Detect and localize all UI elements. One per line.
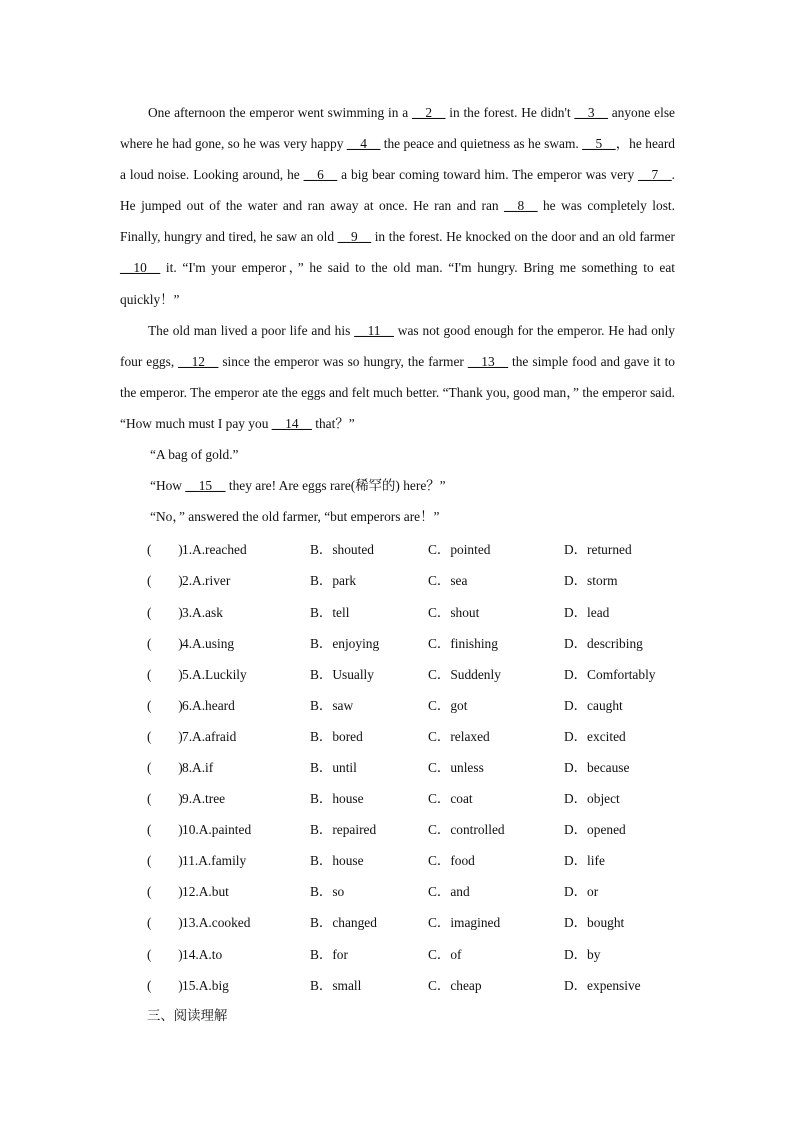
question-list [120,534,675,1000]
passage-text: in the forest. He knocked on the door and an old farmer [371,229,675,245]
passage-text: “A bag of gold.” [150,447,239,463]
option-d: D．excited [564,728,626,744]
option-c: C．relaxed [428,728,490,744]
option-d: D．caught [564,697,623,713]
question-row [120,907,675,938]
answer-blank[interactable]: ( ) [147,853,183,869]
option-c: C．pointed [428,542,491,558]
passage-paragraph-2 [120,315,675,439]
passage-text: they are! Are eggs rare(稀罕的) here？” [225,478,446,494]
answer-blank-line[interactable]: __13__ [467,353,509,369]
option-a: 13.A.cooked [182,915,251,931]
section-heading: 三、阅读理解 [147,1009,228,1024]
passage-text: it. “I'm your emperor，” he said to the old man. “I'm hungry. Bring me something to eat quickly！” [120,260,675,307]
option-d: D．by [564,946,601,962]
question-row [120,845,675,876]
option-b: B．house [310,853,364,869]
option-d: D．because [564,759,630,775]
dialogue-line-3 [120,501,675,532]
option-b: B．house [310,791,364,807]
option-b: B．for [310,946,348,962]
passage-text: anyone else where he had gone, so he was very happy [120,105,675,152]
question-row [120,565,675,596]
option-b: B．Usually [310,666,374,682]
option-b: B．shouted [310,542,374,558]
option-d: D．describing [564,635,643,651]
option-a: 8.A.if [182,759,214,775]
answer-blank[interactable]: ( ) [147,822,183,838]
option-c: C．controlled [428,822,505,838]
dialogue-line-2 [120,470,675,501]
answer-blank[interactable]: ( ) [147,946,183,962]
answer-blank-line[interactable]: __10__ [120,260,161,276]
question-row [120,752,675,783]
passage-text: ，he heard a loud noise. Looking around, he [120,136,675,183]
passage-text: “How [150,478,186,494]
option-c: C．imagined [428,915,501,931]
answer-blank-line[interactable]: __4__ [346,136,381,152]
option-a: 14.A.to [182,946,223,962]
question-row [120,783,675,814]
option-d: D．life [564,853,605,869]
answer-blank[interactable]: ( ) [147,604,183,620]
document-page [120,0,675,1001]
option-c: C．got [428,697,468,713]
answer-blank[interactable]: ( ) [147,728,183,744]
passage-text: since the emperor was so hungry, the farmer [218,353,468,369]
option-d: D．object [564,791,620,807]
question-row [120,970,675,1001]
answer-blank-line[interactable]: __8__ [504,198,538,214]
passage-text: “No，” answered the old farmer, “but emperors are！” [150,509,440,525]
option-a: 7.A.afraid [182,728,237,744]
answer-blank[interactable]: ( ) [147,977,183,993]
option-d: D．lead [564,604,610,620]
option-a: 1.A.reached [182,542,247,558]
answer-blank-line[interactable]: __6__ [303,167,338,183]
option-b: B．saw [310,697,354,713]
option-b: B．park [310,573,357,589]
answer-blank[interactable]: ( ) [147,791,183,807]
option-c: C．and [428,884,470,900]
option-a: 11.A.family [182,853,247,869]
option-b: B．enjoying [310,635,380,651]
option-d: D．bought [564,915,625,931]
answer-blank[interactable]: ( ) [147,884,183,900]
passage-text: a big bear coming toward him. The emperor was very [337,167,639,183]
question-row [120,721,675,752]
option-d: D．storm [564,573,618,589]
passage-text: One afternoon the emperor went swimming in a [148,105,412,120]
answer-blank-line[interactable]: __15__ [185,478,226,494]
passage-text: in the forest. He didn't [445,105,575,120]
option-b: B．until [310,759,357,775]
option-d: D．opened [564,822,626,838]
option-a: 15.A.big [182,977,229,993]
option-c: C．Suddenly [428,666,501,682]
answer-blank-line[interactable]: __12__ [178,353,219,369]
answer-blank-line[interactable]: __7__ [638,167,672,183]
option-d: D．Comfortably [564,666,656,682]
question-row [120,659,675,690]
option-a: 12.A.but [182,884,229,900]
answer-blank[interactable]: ( ) [147,635,183,651]
passage-text: . He jumped out of the water and ran away at once. He ran and ran [120,167,675,214]
option-c: C．cheap [428,977,482,993]
passage-text: the peace and quietness as he swam. [380,136,583,152]
option-d: D．or [564,884,599,900]
answer-blank-line[interactable]: __14__ [271,415,312,431]
option-a: 3.A.ask [182,604,223,620]
option-d: D．expensive [564,977,641,993]
question-row [120,534,675,565]
answer-blank[interactable]: ( ) [147,573,183,589]
option-c: C．sea [428,573,468,589]
question-row [120,814,675,845]
answer-blank-line[interactable]: __9__ [337,229,372,245]
option-a: 2.A.river [182,573,231,589]
answer-blank[interactable]: ( ) [147,697,183,713]
answer-blank-line[interactable]: __11__ [354,322,394,338]
answer-blank[interactable]: ( ) [147,542,183,558]
option-c: C．of [428,946,462,962]
option-b: B．tell [310,604,350,620]
passage-text: the simple food and gave it to the emperor. The emperor ate the eggs and felt much better. “Thank you, good man，” the emperor said. “How much must I pay you [120,353,675,431]
answer-blank[interactable]: ( ) [147,666,183,682]
option-d: D．returned [564,542,632,558]
passage-text: that？” [311,415,355,431]
answer-blank[interactable]: ( ) [147,759,183,775]
question-row [120,876,675,907]
question-row [120,628,675,659]
passage-text: The old man lived a poor life and his [148,322,355,338]
option-a: 5.A.Luckily [182,666,247,682]
option-b: B．small [310,977,362,993]
option-b: B．repaired [310,822,377,838]
answer-blank-line[interactable]: __3__ [574,105,608,120]
answer-blank-line[interactable]: __2__ [411,105,446,120]
dialogue-line-1 [120,439,675,470]
passage-text: was not good enough for the emperor. He had only four eggs, [120,322,675,369]
question-row [120,939,675,970]
option-c: C．shout [428,604,480,620]
option-b: B．bored [310,728,363,744]
option-c: C．finishing [428,635,498,651]
passage-text: he was completely lost. Finally, hungry and tired, he saw an old [120,198,675,245]
option-a: 10.A.painted [182,822,252,838]
answer-blank-line[interactable]: __5__ [582,136,616,152]
option-b: B．changed [310,915,377,931]
question-row [120,690,675,721]
option-c: C．coat [428,791,473,807]
question-row [120,597,675,628]
option-c: C．unless [428,759,484,775]
answer-blank[interactable]: ( ) [147,915,183,931]
passage-paragraph-1 [120,97,675,315]
option-a: 4.A.using [182,635,235,651]
option-a: 9.A.tree [182,791,226,807]
option-c: C．food [428,853,475,869]
option-a: 6.A.heard [182,697,235,713]
option-b: B．so [310,884,345,900]
